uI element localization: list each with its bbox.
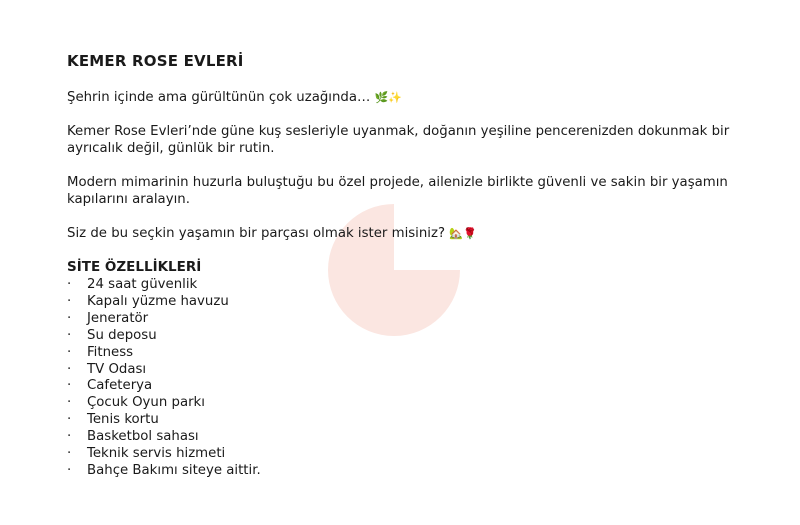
list-item [67,412,757,429]
list-item [67,362,757,379]
list-item [67,446,757,463]
list-item [67,294,757,311]
bullet-icon: · [67,378,72,394]
feature-label: Bahçe Bakımı siteye aittir. [87,462,261,478]
page-title: KEMER ROSE EVLERİ [67,52,244,70]
bullet-icon: · [67,361,72,377]
feature-label: Tenis kortu [87,412,159,428]
bullet-icon: · [67,310,72,326]
document-body [67,52,757,480]
feature-label: Fitness [87,344,134,360]
feature-label: Teknik servis hizmeti [87,446,226,462]
house-rose-emoji-icon: 🏡🌹 [449,227,477,240]
bullet-icon: · [67,277,72,292]
feature-label: 24 saat güvenlik [87,277,198,292]
feature-label: Jeneratör [87,310,149,326]
feature-label: Basketbol sahası [87,429,199,445]
question-text: Siz de bu seçkin yaşamın bir parçası olmak ister misiniz? [67,226,446,241]
question-line [67,225,757,242]
bullet-icon: · [67,344,72,360]
bullet-icon: · [67,327,72,343]
bullet-icon: · [67,412,72,428]
list-item [67,395,757,412]
feature-label: Cafeterya [87,378,153,394]
bullet-icon: · [67,462,72,478]
list-item [67,429,757,446]
features-heading: SİTE ÖZELLİKLERİ [67,259,202,275]
intro-line [67,89,757,106]
feature-label: Çocuk Oyun parkı [87,395,205,411]
list-item [67,277,757,294]
bullet-icon: · [67,429,72,445]
bullet-icon: · [67,293,72,309]
feature-label: TV Odası [87,361,147,377]
list-item [67,311,757,328]
paragraph-2: Modern mimarinin huzurla buluştuğu bu özel projede, ailenizle birlikte güvenli ve sakin bir yaşamın kapılarını aralayın. [67,175,728,207]
list-item [67,328,757,345]
list-item [67,345,757,362]
bullet-icon: · [67,395,72,411]
leaf-sparkle-emoji-icon: 🌿✨ [374,91,402,104]
bullet-icon: · [67,446,72,462]
list-item [67,378,757,395]
feature-label: Kapalı yüzme havuzu [87,293,229,309]
feature-label: Su deposu [87,327,157,343]
intro-text: Şehrin içinde ama gürültünün çok uzağında… [67,90,371,105]
features-list [67,277,757,480]
paragraph-1: Kemer Rose Evleri’nde güne kuş sesleriyle uyanmak, doğanın yeşiline pencerenizden dokunmak bir ayrıcalık değil, günlük bir rutin. [67,124,730,156]
list-item [67,463,757,480]
